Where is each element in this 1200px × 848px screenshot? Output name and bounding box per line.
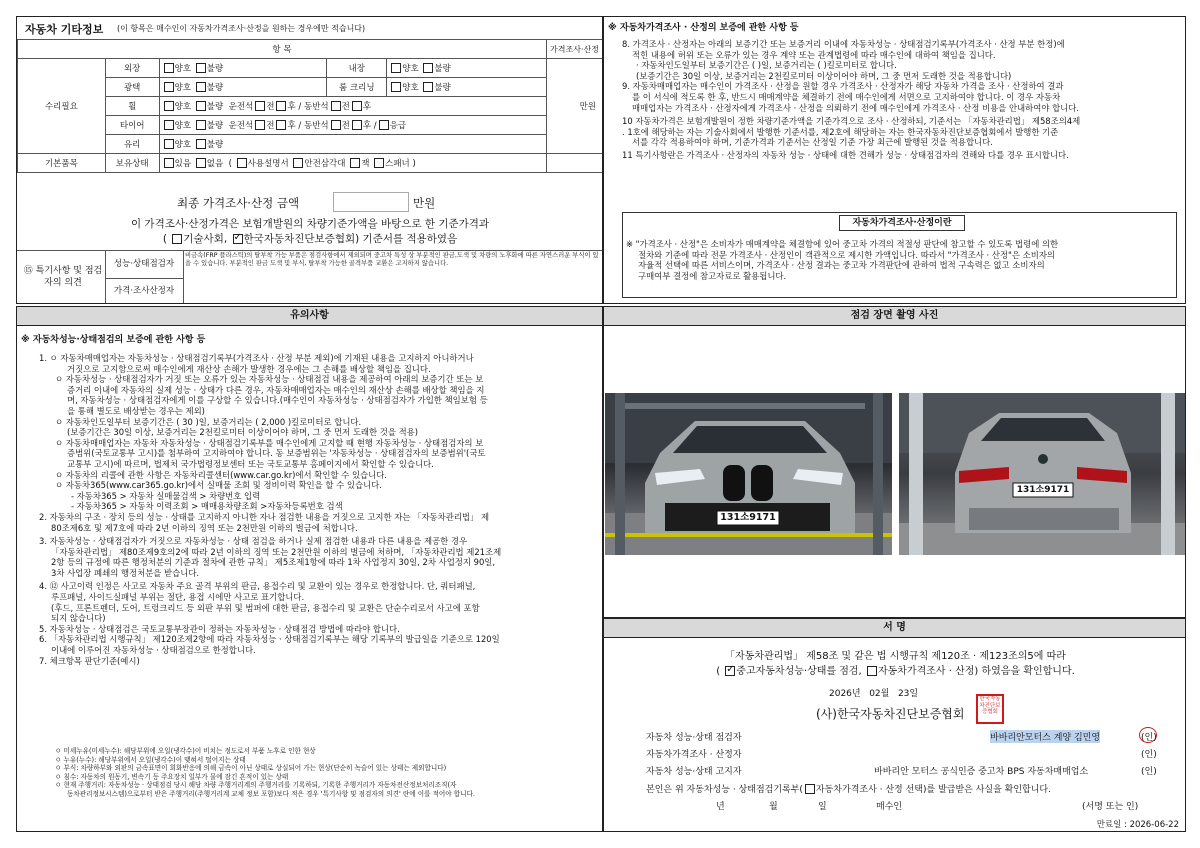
expiry-date: 만료일 : 2026-06-22 [1096, 820, 1179, 830]
price-line: 적힌 내용에 허위 또는 오류가 있는 경우 계약 또는 관계법령에 따라 매수인에 대하여 책임을 집니다. [632, 49, 996, 60]
checkbox[interactable] [293, 158, 303, 168]
notifier-label: 자동차 성능·상태 고지자 [646, 767, 742, 777]
photo-section [603, 306, 1186, 618]
buyer-sign: (서명 또는 인) [1082, 802, 1139, 812]
front-plate-text: 131소9171 [720, 512, 776, 523]
checkbox[interactable] [331, 120, 341, 130]
row-gloss-label: 광택 [105, 78, 159, 97]
checkbox[interactable] [805, 784, 815, 794]
row-wheel-options: 양호 불량 운전석 전 후 / 동반석 전 후 [159, 97, 546, 116]
notes-section [16, 306, 603, 832]
etc-info-title-row [17, 17, 602, 40]
price-definition-box [622, 212, 1177, 298]
pricer-seal-mark: (인) [1141, 750, 1157, 760]
checkbox[interactable] [867, 666, 877, 676]
basis-line-1: 이 가격조사·산정가격은 보험개발원의 차량기준가액을 바탕으로 한 기준가격과 [130, 218, 490, 230]
etc-info-section [16, 16, 603, 304]
notifier-name: 바바리안 모터스 공식인증 중고차 BPS 자동차매매업소 [874, 767, 1089, 777]
inspector-name: 바바리안모터스 계양 김민영 [990, 730, 1100, 743]
criteria-list: ㅇ 미세누유(미세누수): 해당부위에 오일(냉각수)이 비치는 정도로서 부품 노후로 인한 현상 ㅇ 누유(누수): 해당부위에서 오일(냉각수)이 맺혀서 떨어지는 상태 ㅇ 부식: 차량하부와 외판의 금속표면이 회화반응에 의해 금속이 아닌 상태로 상실되어 가는 현상(단순히 녹슬어 있는 상태는 제외합니다) ㅇ 침수: 자동차의 원동기, 변속기 등 주요장치 일부가 물에 잠긴 흔적이 있는 상태 ㅇ 현재 주행거리: 자동차성능 · 상태점검 당시 해당 차량 주행거리계의 주행거리를 기록하되, 기록한 주행거리가 자동차전산정보처리조직(자 동차관리정보시스템)으로부터 받은 주행거리(주행거리계 교체 정보 포함)보다 적은 경우 '특기사항 및 점검자의 의견' 란에 이를 적어야 합니다. [55, 747, 475, 798]
checkbox[interactable] [423, 82, 433, 92]
receipt-line: 본인은 위 자동차성능 · 상태점검기록부( 자동차가격조사 · 산정 선택)를 발급받은 사실을 확인합니다. [646, 785, 1051, 795]
price-unit-cell: 만원 [546, 59, 602, 154]
price-warranty-title: ※ 자동차가격조사 · 산정의 보증에 관한 사항 등 [608, 23, 799, 33]
repair-label: 수리필요 [18, 59, 106, 154]
col-item-header: 항 목 [18, 40, 547, 59]
basis-text [17, 217, 603, 247]
checkbox-checked[interactable] [233, 234, 243, 244]
checkbox[interactable] [164, 63, 174, 73]
rear-car-photo [899, 393, 1186, 555]
rear-car-illustration [899, 393, 1186, 555]
checkbox[interactable] [172, 234, 182, 244]
row-wheel-label: 휠 [105, 97, 159, 116]
row-interior-options: 양호 불량 [387, 59, 547, 78]
notifier-seal-mark: (인) [1141, 767, 1157, 777]
row-tire-options: 양호 불량 운전석 전 후 / 동반석 전 후 / 응급 [159, 116, 546, 135]
checkbox[interactable] [350, 158, 360, 168]
final-amount-input[interactable] [333, 192, 409, 212]
notes-body: 1. ㅇ 자동차매매업자는 자동차성능 · 상태점검기록부(가격조사 · 산정 부분 제외)에 기재된 내용을 고지하지 아니하거나 거짓으로 고지함으로써 매수인에게 재산상 손해가 발생한 경우에는 그 손해를 배상할 책임을 집니다. ㅇ 자동차성능 · 상태점검자가 거짓 또는 오류가 있는 자동차성능 · 상태점검 내용을 제공하여 아래의 보증기간 또는 보 증거리 이내에 자동차의 실제 성능 · 상태가 다른 경우, 자동차매매업자는 매수인의 재산상 손해를 배상할 책임을 지 며, 자동차성능 · 상태점검자에게 이를 구상할 수 있습니다.(매수인이 자동차성능 · 상태점검자가 가입한 책임보험 등 을 통해 별도로 배상받는 경우는 제외) ㅇ 자동차인도일부터 보증기간은 ( 30 )일, 보증거리는 ( 2,000 )킬로미터로 합니다. (보증기간은 30일 이상, 보증거리는 2천킬로미터 이상이어야 하며, 그 중 먼저 도래한 것을 적용) ㅇ 자동차매매업자는 자동차 자동차성능 · 상태점검기록부를 매수인에게 고지할 때 현행 자동차성능 · 상태점검자의 보 증범위(국토교통부 고시)를 첨부하여 고지하여야 합니다. 동 보증범위는 '자동차성능 · 상태점검자의 보증범위'(국토 교통부 고시)에 따르며, 법제처 국가법령정보센터 또는 국토교통부 홈페이지에서 확인할 수 있습니다. ㅇ 자동차의 리콜에 관한 사항은 자동차리콜센터(www.car.go.kr)에서 확인할 수 있습니다. ㅇ 자동차365(www.car365.go.kr)에서 실매물 조회 및 정비이력 확인을 할 수 있습니다. - 자동차365 > 자동차 실매물검색 > 차량번호 입력 - 자동차365 > 자동차 이력조회 > 매매용차량조회 >자동차등록번호 검색 2. 자동차의 구조 · 장치 등의 성능 · 상태를 고지하지 아니한 자나 점검한 내용을 거짓으로 고지한 자는 「자동차관리법」 제 80조제6호 및 제7호에 따라 2년 이하의 징역 또는 2천만원 이하의 벌금에 처합니다. 3. 자동차성능 · 상태점검자가 거짓으로 자동차성능 · 상태 점검을 하거나 실제 점검한 내용과 다른 내용을 제공한 경우 「자동차관리법」 제80조제9호의2에 따라 2년 이하의 징역 또는 2천만원 이하의 벌금에 처하며, 「자동차관리법 제21조제 2항 등의 규정에 따른 행정처분의 기준과 절차에 관한 규칙」 제5조제1항에 따라 1차 사업정지 30일, 2차 사업정지 90일, 3차 사업장 폐쇄의 행정처분을 받습니다. 4. ⑫ 사고이력 인정은 사고로 자동차 주요 골격 부위의 판금, 용접수리 및 교환이 있는 경우로 한정합니다. 단, 쿼터패널, 루프패널, 사이드실패널 부위는 절단, 용접 시에만 사고로 표기합니다. (후드, 프론트펜더, 도어, 트렁크리드 등 외판 부위 및 범퍼에 대한 판금, 용접수리 및 교환은 단순수리로서 사고에 포함 되지 않습니다) 5. 자동차성능 · 상태점검은 국토교통부장관이 정하는 자동차성능 · 상태점검 방법에 따라야 합니다. 6. 「자동차관리법 시행규칙」 제120조제2항에 따라 자동차성능 · 상태점검기록부는 해당 기록부의 발급일을 기준으로 120일 이내에 이루어진 자동차성능 · 상태점검으로 한정합니다. 7. 체크항목 판단기준(예시) [39, 353, 502, 666]
photo-header: 점검 장면 촬영 사진 [604, 307, 1185, 326]
perf-inspector-label: 성능·상태점검자 [105, 251, 184, 279]
sign-org: (사)한국자동차진단보증협회 [816, 707, 965, 721]
special-label-text: 특기사항 및 점검자의 의견 [35, 266, 103, 288]
price-line: (보증기간은 30일 이상, 보증거리는 2천킬로미터 이상이어야 하며, 그 중 먼저 도래한 것을 적용합니다) [636, 70, 1012, 81]
signature-header: 서 명 [604, 619, 1185, 638]
basic-items-options: 있음 없음 ( 사용설명서 안전삼각대 잭 스패너 ) [159, 154, 546, 173]
inspector-label: 자동차 성능·상태 점검자 [646, 733, 742, 743]
basic-items-label: 기본품목 [18, 154, 106, 173]
price-line: · 자동차인도일부터 보증기간은 ( )일, 보증거리는 ( )킬로미터로 합니다. [636, 60, 897, 71]
checkbox[interactable] [255, 101, 265, 111]
price-inspector-label: 가격·조사산정자 [105, 278, 184, 304]
row-exterior-label: 외장 [105, 59, 159, 78]
checkbox[interactable] [352, 101, 362, 111]
checkbox[interactable] [196, 63, 206, 73]
row-gloss-options: 양호 불량 [159, 78, 327, 97]
checkbox[interactable] [164, 101, 174, 111]
pricer-label: 자동차가격조사 · 산정자 [646, 750, 742, 760]
final-amount-unit: 만원 [413, 196, 436, 210]
inspector-seal-mark: (인) [1141, 733, 1157, 743]
price-line: 를 이 서식에 적도록 한 후, 반드시 매매계약을 체결하기 전에 매수인에게 서면으로 고지하여야 합니다. 이 경우 자동차 [632, 91, 1061, 102]
etc-info-table [17, 39, 603, 173]
checkbox[interactable] [391, 82, 401, 92]
front-car-photo [605, 393, 892, 555]
special-notes [17, 250, 603, 304]
checkbox-checked[interactable] [725, 666, 735, 676]
price-line: 10 자동차가격은 보험개발원이 정한 차량기준가액을 기준가격으로 조사 · 산정하되, 기준서는 「자동차관리법」 제58조의4제 [622, 116, 1081, 127]
final-amount-row [17, 192, 603, 212]
sign-date: 2026년 02월 23일 [829, 689, 919, 699]
checkbox[interactable] [196, 101, 206, 111]
front-car-illustration [605, 393, 892, 555]
price-line: 서를 각각 적용하여야 하며, 기준가격과 기준서는 산정일 기준 가장 최근에 발행된 것을 적용합니다. [632, 137, 993, 148]
sign-line-1: 「자동차관리법」 제58조 및 같은 법 시행규칙 제120조 · 제123조의5에 따라 [725, 651, 1066, 662]
checkbox[interactable] [391, 63, 401, 73]
row-roomclean-options: 양호 불량 [387, 78, 547, 97]
checkbox[interactable] [196, 82, 206, 92]
checkbox[interactable] [164, 82, 174, 92]
perf-inspector-text: 비금속(FRP 플라스틱)의 탈부착 가능 부품은 점검사항에서 제외되며 중고차 특성 상 부분적인 판금,도색 및 차량의 노후화에 따른 자연스러운 부식이 있을 수 있습니다. 부분적인 판금 도색 및 부식, 탈부착 가능한 골격부품 교환은 고지하지 않습니다. [185, 252, 599, 267]
buyer-label: 매수인 [876, 802, 903, 812]
checkbox[interactable] [379, 120, 389, 130]
org-seal: 한국자동차진단보증협회 [976, 694, 1004, 724]
checkbox[interactable] [423, 63, 433, 73]
row-tire-label: 타이어 [105, 116, 159, 135]
possession-label: 보유상태 [105, 154, 159, 173]
checkbox[interactable] [374, 158, 384, 168]
buyer-day: 일 [818, 802, 827, 812]
price-warranty-section [603, 16, 1186, 304]
row-glass-label: 유리 [105, 135, 159, 154]
col-price-header: 가격조사·산정 [546, 40, 602, 59]
row-interior-label: 내장 [327, 59, 387, 78]
checkbox[interactable] [164, 120, 174, 130]
signature-section [603, 618, 1186, 832]
basis-line-2: ( 기술사회, ✓ 한국자동차진단보증협회) 기준서를 적용하였음 [17, 232, 603, 247]
price-definition-text: ※ "가격조사 · 산정"은 소비자가 매매계약을 체결함에 있어 중고차 가격의 적절성 판단에 참고할 수 있도록 법령에 의한 절차와 기준에 따라 전문 가격조사 · 산정인이 객관적으로 제시한 가액입니다. 따라서 "가격조사 · 산정"은 소비자의 자율적 선택에 따른 서비스이며, 가격조사 · 산정 결과는 중고차 가격판단에 관하여 법적 구속력은 없고 소비자의 구매여부 결정에 참고자료로 활용됩니다. [626, 239, 1059, 281]
checkbox[interactable] [276, 101, 286, 111]
checkbox[interactable] [255, 120, 265, 130]
checkbox[interactable] [196, 139, 206, 149]
checkbox[interactable] [196, 158, 206, 168]
row-roomclean-label: 룸 크리닝 [327, 78, 387, 97]
checkbox[interactable] [331, 101, 341, 111]
notes-title: ※ 자동차성능·상태점검의 보증에 관한 사항 등 [21, 335, 206, 345]
etc-info-title: 자동차 기타정보 [25, 23, 104, 36]
price-line: 매매업자는 가격조사 · 산정자에게 가격조사 · 산정을 의뢰하기 전에 매수인에게 가격조사 · 산정 비용을 안내하여야 합니다. [632, 102, 1080, 113]
sign-line-2: ( ✓ 중고자동차성능·상태를 점검, 자동차가격조사 · 산정) 하였음을 확인합니다. [604, 662, 1186, 677]
price-line: 11 특기사항란은 가격조사 · 산정자의 자동차 성능 · 상태에 대한 견해가 성능 · 상태점검자의 견해와 다를 경우 표시합니다. [622, 149, 1069, 160]
notes-header: 유의사항 [17, 307, 602, 326]
special-label: ⑮ 특기사항 및 점검자의 의견 [17, 251, 106, 304]
rear-plate-text: 131소9171 [1016, 485, 1070, 495]
checkbox[interactable] [276, 120, 286, 130]
final-amount-label: 최종 가격조사·산정 금액 [177, 196, 300, 210]
checkbox[interactable] [164, 158, 174, 168]
checkbox[interactable] [164, 139, 174, 149]
row-exterior-options: 양호 불량 [159, 59, 327, 78]
price-line: . 1호에 해당하는 자는 기술사회에서 발행한 기준서를, 제2호에 해당하는 자는 한국자동차진단보증협회에서 발행한 기준 [622, 126, 1059, 137]
buyer-month: 월 [769, 802, 778, 812]
etc-info-note: (이 항목은 매수인이 자동차가격조사·산정을 원하는 경우에만 적습니다) [117, 24, 366, 33]
price-line: 9. 자동차매매업자는 매수인이 가격조사 · 산정을 원할 경우 가격조사 · 산정자가 해당 자동차 가격을 조사 · 산정하여 결과 [622, 81, 1064, 92]
row-glass-options: 양호 불량 [159, 135, 546, 154]
price-definition-title: 자동차가격조사·산정이란 [839, 215, 965, 231]
checkbox[interactable] [196, 120, 206, 130]
buyer-year: 년 [716, 802, 725, 812]
checkbox[interactable] [352, 120, 362, 130]
price-line: 8. 가격조사 · 산정자는 아래의 보증기간 또는 보증거리 이내에 자동차성능 · 상태점검기록부(가격조사 · 산정 부분 한정)에 [622, 39, 1065, 49]
checkbox[interactable] [237, 158, 247, 168]
price-warranty-lines [622, 39, 1182, 161]
